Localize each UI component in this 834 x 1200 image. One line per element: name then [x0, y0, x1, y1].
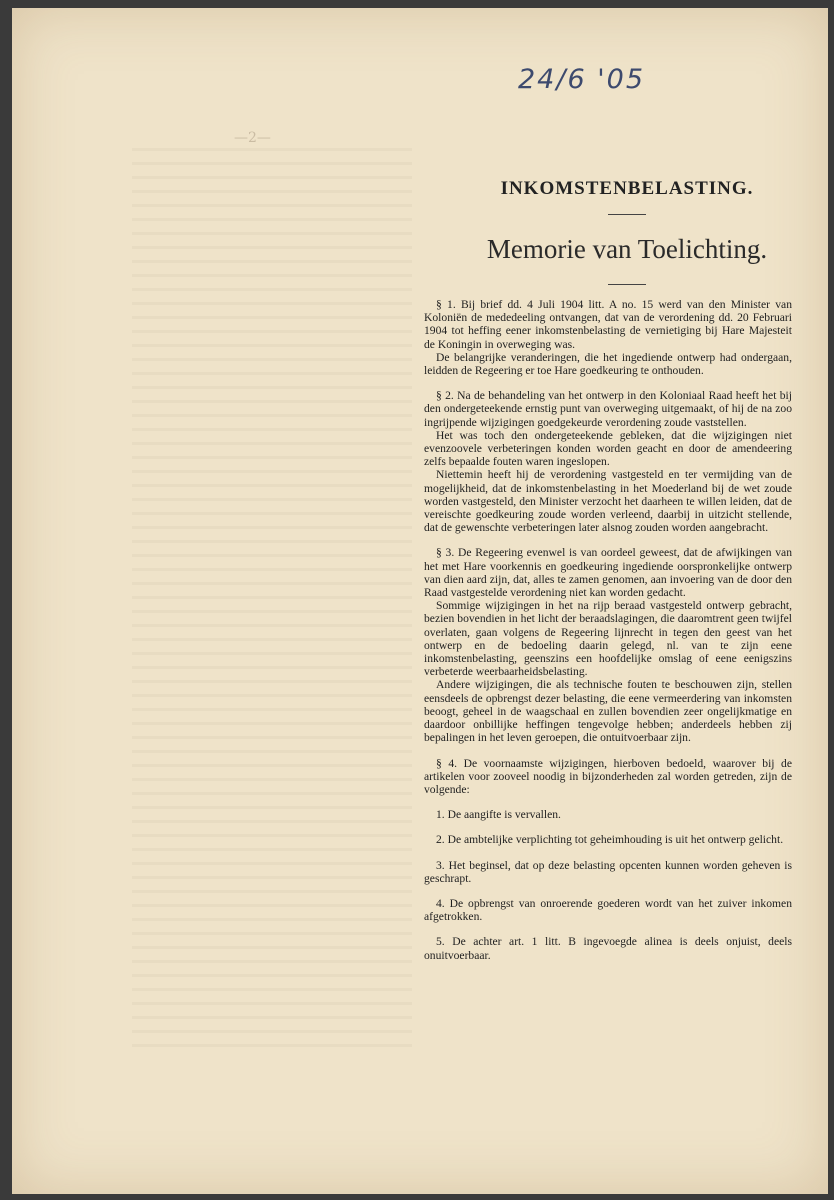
document-page — [12, 8, 828, 1194]
paragraph: Andere wijzigingen, die als technische fouten te beschouwen zijn, stellen eensdeels de opbrengst dezer belasting, die eene vermeerdering van inkomsten beoogt, geheel in de waagschaal en zullen bovendien zeer ongelijkmatige en daardoor onbillijke heffingen tengevolge hebben; anderdeels hebben zij bepalingen in het leven geroepen, die ontuitvoerbaar zijn. — [424, 678, 792, 745]
bleed-page-mark: —2— — [234, 130, 271, 146]
memorie-body — [424, 298, 792, 962]
paragraph: § 4. De voornaamste wijzigingen, hierboven bedoeld, waarover bij de artikelen voor zooveel noodig in bijzonderheden zal worden getreden, zijn de volgende: — [424, 756, 792, 796]
list-item: 4. De opbrengst van onroerende goederen wordt van het zuiver inkomen afgetrokken. — [424, 896, 792, 924]
paragraph: § 3. De Regeering evenwel is van oordeel geweest, dat de afwijkingen van het met Hare voorkennis en goedkeuring ingediende oorspronkelijke ontwerp van dien aard zijn, dat, alles te zamen genomen, aan invoering van de door den Raad vastgestelde verordening niet kan worden gedacht. — [424, 546, 792, 600]
list-item: 3. Het beginsel, dat op deze belasting opcenten kunnen worden geheven is geschrapt. — [424, 858, 792, 885]
list-item: 1. De aangifte is vervallen. — [436, 808, 561, 822]
paragraph: Niettemin heeft hij de verordening vastgesteld en ter vermijding van de mogelijkheid, dat de inkomstenbelasting in het Moederland bij de wet zoude worden vastgesteld, den Minister verzocht het daarheen te willen leiden, dat de vereischte goedkeuring zoude worden verleend, daarbij in uitzicht stellende, dat de gewenschte verbeteringen later alsnog zouden worden aangebracht. — [424, 468, 792, 535]
subtitle-divider — [608, 284, 646, 285]
handwritten-date: 24/6 '05 — [518, 64, 645, 95]
paragraph: De belangrijke veranderingen, die het ingediende ontwerp had ondergaan, leidden de Regeering er toe Hare goedkeuring te onthouden. — [424, 350, 792, 378]
paragraph: § 2. Na de behandeling van het ontwerp in den Koloniaal Raad heeft het bij den ondergeteekende ernstig punt van overweging uitgemaakt, of hij de na zoo ingrijpende wijzigingen goedgekeurde verordening zoude vaststellen. — [424, 389, 792, 429]
paragraph: Sommige wijzigingen in het na rijp beraad vastgesteld ontwerp gebracht, bezien bovendien in het licht der beraadslagingen, die daaromtrent geen twijfel overlaten, gaan volgens de Regeering lijnrecht in tegen den geest van het ontwerp en de bedoeling daarin gelegd, nl. van te zijn eene inkomstenbelasting, geenszins een hoofdelijke omslag of eene eenigszins verbeterde weerbaarheidsbelasting. — [424, 599, 792, 679]
bleed-through-text — [132, 148, 412, 1048]
document-subtitle: Memorie van Toelichting. — [486, 234, 768, 264]
title-divider — [608, 214, 646, 215]
paragraph: Het was toch den ondergeteekende gebleken, dat die wijzigingen niet evenzoovele verbeteringen konden worden geacht en door de amendeering zelfs bepaalde fouten waren ingeslopen. — [424, 428, 792, 469]
list-item: 2. De ambtelijke verplichting tot geheimhouding is uit het ontwerp gelicht. — [436, 833, 784, 847]
document-title: INKOMSTENBELASTING. — [500, 178, 754, 199]
paragraph: § 1. Bij brief dd. 4 Juli 1904 litt. A no. 15 werd van den Minister van Koloniën de mededeeling ontvangen, dat van de verordening dd. 20 Februari 1904 tot heffing eener inkomstenbelasting de vernietiging bij Hare Majesteit de Koningin in overweging was. — [424, 298, 792, 351]
list-item: 5. De achter art. 1 litt. B ingevoegde alinea is deels onjuist, deels onuitvoerbaar. — [424, 935, 792, 962]
